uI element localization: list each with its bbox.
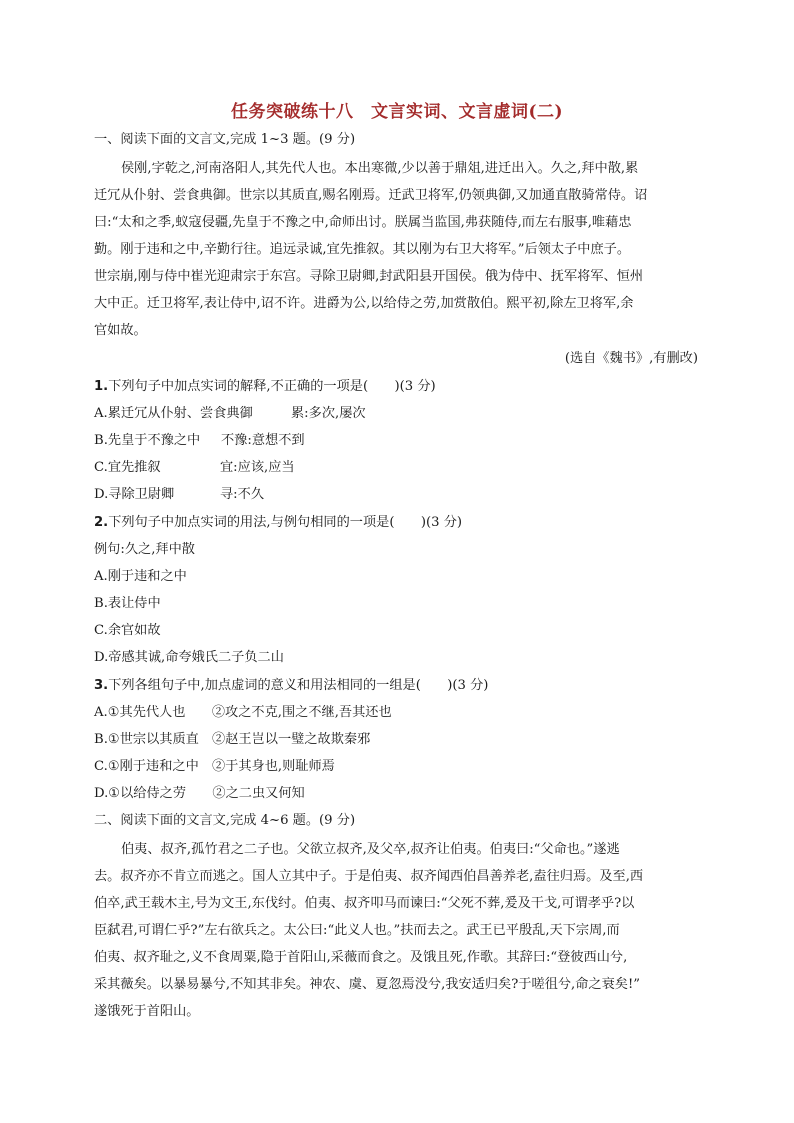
option-text: 余官如故 xyxy=(107,623,161,638)
question-number: 2. xyxy=(94,515,109,530)
question-1 xyxy=(94,379,436,395)
passage-line: 伯夷、叔齐耻之,义不食周粟,隐于首阳山,采薇而食之。及饿且死,作歌。其辞曰:“登彼西山兮, xyxy=(94,950,628,965)
passage-line: 侯刚,字乾之,河南洛阳人,其先代人也。本出寒微,少以善于鼎俎,进迁出入。久之,拜中散,累 xyxy=(121,161,639,176)
example-sentence: 例句:久之,拜中散 xyxy=(94,542,195,557)
option-text: 表让侍中 xyxy=(107,596,161,611)
option-definition: 不豫:意想不到 xyxy=(221,433,305,448)
option-label: A. xyxy=(94,705,108,720)
option-d xyxy=(94,487,174,503)
option-c xyxy=(94,460,161,476)
option-label: D. xyxy=(94,487,109,502)
option-a xyxy=(94,569,187,585)
option-d xyxy=(94,786,305,802)
option-label: C. xyxy=(94,623,108,638)
page-title: 任务突破练十八 文言实词、文言虚词(二) xyxy=(230,102,564,122)
passage-line: 去。叔齐亦不肯立而逃之。国人立其中子。于是伯夷、叔齐闻西伯昌善养老,盍往归焉。及至,西 xyxy=(94,869,644,884)
option-text: 宜先推叙 xyxy=(107,460,161,475)
passage-line: 臣弑君,可谓仁乎?”左右欲兵之。太公曰:“此义人也。”扶而去之。武王已平殷乱,天下宗周,而 xyxy=(94,923,620,938)
option-a xyxy=(94,705,392,721)
question-number: 1. xyxy=(94,379,109,394)
option-b xyxy=(94,596,161,612)
option-b xyxy=(94,433,200,449)
section-heading-2: 二、阅读下面的文言文,完成 4~6 题。(9 分) xyxy=(94,813,356,828)
question-stem: 下列各组句子中,加点虚词的意义和用法相同的一组是( )(3 分) xyxy=(108,678,489,693)
option-label: B. xyxy=(94,732,108,747)
option-c xyxy=(94,759,335,775)
section-heading-1: 一、阅读下面的文言文,完成 1~3 题。(9 分) xyxy=(94,132,356,147)
passage-line: 迁冗从仆射、尝食典御。世宗以其质直,赐名刚焉。迁武卫将军,仍领典御,又加通直散骑常侍。诏 xyxy=(94,188,648,203)
option-text: 刚于违和之中 xyxy=(107,569,187,584)
option-label: D. xyxy=(94,786,109,801)
passage-source: (选自《魏书》,有删改) xyxy=(564,351,698,366)
option-label: A. xyxy=(94,569,108,584)
option-text: 寻除卫尉卿 xyxy=(108,487,175,502)
passage-line: 勤。刚于违和之中,辛勤行往。追远录诚,宜先推叙。其以刚为右卫大将军。”后领太子中庶子。 xyxy=(94,242,631,257)
option-label: A. xyxy=(94,406,108,421)
question-number: 3. xyxy=(94,678,109,693)
option-text: ①刚于违和之中 ②于其身也,则耻师焉 xyxy=(107,759,335,774)
question-stem: 下列句子中加点实词的解释,不正确的一项是( )(3 分) xyxy=(108,379,436,394)
option-a xyxy=(94,406,253,422)
passage-line: 曰:“太和之季,蚁寇侵疆,先皇于不豫之中,命师出讨。朕属当监国,弗获随侍,而左右服事,唯藉忠 xyxy=(94,215,632,230)
option-text: ①其先代人也 ②攻之不克,围之不继,吾其还也 xyxy=(107,705,392,720)
question-stem: 下列句子中加点实词的用法,与例句相同的一项是( )(3 分) xyxy=(108,515,463,530)
option-definition: 寻:不久 xyxy=(220,487,265,502)
option-b xyxy=(94,732,370,748)
option-text: 累迁冗从仆射、尝食典御 xyxy=(107,406,253,421)
option-c xyxy=(94,623,161,639)
passage-line: 世宗崩,刚与侍中崔光迎肃宗于东宫。寻除卫尉卿,封武阳县开国侯。俄为侍中、抚军将军、恒州 xyxy=(94,269,644,284)
option-label: B. xyxy=(94,433,108,448)
question-3 xyxy=(94,678,488,694)
option-definition: 累:多次,屡次 xyxy=(291,406,366,421)
question-2 xyxy=(94,515,462,531)
passage-line: 大中正。迁卫将军,表让侍中,诏不许。进爵为公,以给侍之劳,加赏散伯。熙平初,除左卫将军,余 xyxy=(94,296,634,311)
passage-line: 伯卒,武王载木主,号为文王,东伐纣。伯夷、叔齐叩马而谏曰:“父死不葬,爰及干戈,可谓孝乎?以 xyxy=(94,896,635,911)
option-text: 先皇于不豫之中 xyxy=(107,433,201,448)
option-definition: 宜:应该,应当 xyxy=(220,460,295,475)
option-text: ①世宗以其质直 ②赵王岂以一璧之故欺秦邪 xyxy=(107,732,371,747)
option-d xyxy=(94,650,284,666)
passage-line: 官如故。 xyxy=(94,323,147,338)
option-label: B. xyxy=(94,596,108,611)
passage-line: 伯夷、叔齐,孤竹君之二子也。父欲立叔齐,及父卒,叔齐让伯夷。伯夷曰:“父命也。”遂逃 xyxy=(121,842,620,857)
option-text: ①以给侍之劳 ②之二虫又何知 xyxy=(108,786,305,801)
option-label: C. xyxy=(94,759,108,774)
passage-line: 遂饿死于首阳山。 xyxy=(94,1004,200,1019)
passage-line: 采其薇矣。以暴易暴兮,不知其非矣。神农、虞、夏忽焉没兮,我安适归矣?于嗟徂兮,命之衰矣!” xyxy=(94,977,640,992)
option-text: 帝感其诚,命夸娥氏二子负二山 xyxy=(108,650,284,665)
option-label: C. xyxy=(94,460,108,475)
option-label: D. xyxy=(94,650,109,665)
